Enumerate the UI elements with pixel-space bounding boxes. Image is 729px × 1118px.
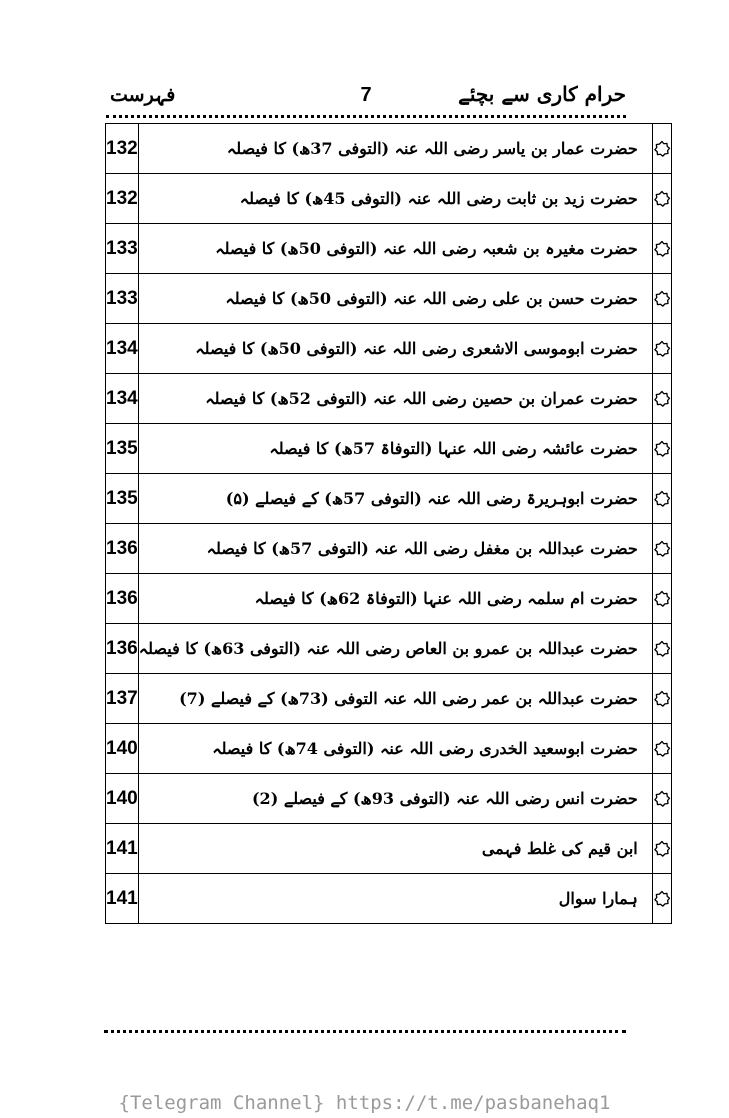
flower-bullet-icon — [652, 174, 671, 224]
toc-page-number: 134 — [106, 324, 139, 374]
toc-row[interactable] — [106, 524, 672, 574]
toc-page-number: 136 — [106, 524, 139, 574]
telegram-watermark: {Telegram Channel} https://t.me/pasbanehaq1 — [118, 1092, 611, 1114]
toc-row[interactable] — [106, 374, 672, 424]
toc-row[interactable] — [106, 574, 672, 624]
toc-page-number: 140 — [106, 724, 139, 774]
toc-page-number: 132 — [106, 174, 139, 224]
toc-entry-title: حضرت ام سلمہ رضی اللہ عنہا (التوفاۃ 62ھ) کا فیصلہ — [138, 574, 652, 624]
section-title: فہرست — [110, 84, 176, 106]
toc-page-number: 136 — [106, 574, 139, 624]
toc-row[interactable] — [106, 474, 672, 524]
toc-row[interactable] — [106, 774, 672, 824]
toc-entry-title: حضرت ابوسعید الخدری رضی اللہ عنہ (التوفی 74ھ) کا فیصلہ — [138, 724, 652, 774]
flower-bullet-icon — [652, 124, 671, 174]
toc-page-number: 141 — [106, 874, 139, 924]
toc-entry-title: حضرت مغیرہ بن شعبہ رضی اللہ عنہ (التوفی 50ھ) کا فیصلہ — [138, 224, 652, 274]
flower-bullet-icon — [652, 474, 671, 524]
toc-entry-title: حضرت حسن بن علی رضی اللہ عنہ (التوفی 50ھ) کا فیصلہ — [138, 274, 652, 324]
page-header — [106, 82, 626, 116]
flower-bullet-icon — [652, 824, 671, 874]
toc-page-number: 136 — [106, 624, 139, 674]
toc-page-number: 133 — [106, 274, 139, 324]
flower-bullet-icon — [652, 624, 671, 674]
book-title: حرام کاری سے بچئے — [458, 82, 626, 106]
toc-page-number: 140 — [106, 774, 139, 824]
toc-page-number: 135 — [106, 474, 139, 524]
header-divider — [106, 115, 626, 121]
toc-entry-title: ہمارا سوال — [138, 874, 652, 924]
toc-page-number: 133 — [106, 224, 139, 274]
toc-row[interactable] — [106, 174, 672, 224]
flower-bullet-icon — [652, 274, 671, 324]
toc-entry-title: حضرت عمران بن حصین رضی اللہ عنہ (التوفی 52ھ) کا فیصلہ — [138, 374, 652, 424]
toc-page-number: 137 — [106, 674, 139, 724]
flower-bullet-icon — [652, 324, 671, 374]
toc-entry-title: حضرت عبداللہ بن عمرو بن العاص رضی اللہ عنہ (التوفی 63ھ) کا فیصلہ — [138, 624, 652, 674]
flower-bullet-icon — [652, 524, 671, 574]
toc-entry-title: حضرت عمار بن یاسر رضی اللہ عنہ (التوفی 37ھ) کا فیصلہ — [138, 124, 652, 174]
toc-entry-title: حضرت زید بن ثابت رضی اللہ عنہ (التوفی 45ھ) کا فیصلہ — [138, 174, 652, 224]
footer-divider — [104, 1030, 626, 1036]
toc-row[interactable] — [106, 324, 672, 374]
toc-row[interactable] — [106, 624, 672, 674]
toc-page-number: 132 — [106, 124, 139, 174]
toc-entry-title: حضرت عبداللہ بن عمر رضی اللہ عنہ التوفی (73ھ) کے فیصلے (7) — [138, 674, 652, 724]
toc-entry-title: حضرت عائشہ رضی اللہ عنہا (التوفاۃ 57ھ) کا فیصلہ — [138, 424, 652, 474]
page-number: 7 — [360, 84, 372, 106]
flower-bullet-icon — [652, 674, 671, 724]
flower-bullet-icon — [652, 374, 671, 424]
flower-bullet-icon — [652, 724, 671, 774]
toc-page-number: 141 — [106, 824, 139, 874]
flower-bullet-icon — [652, 424, 671, 474]
toc-entry-title: حضرت ابوہریرۃ رضی اللہ عنہ (التوفی 57ھ) کے فیصلے (۵) — [138, 474, 652, 524]
flower-bullet-icon — [652, 874, 671, 924]
toc-page-number: 134 — [106, 374, 139, 424]
toc-row[interactable] — [106, 824, 672, 874]
toc-row[interactable] — [106, 224, 672, 274]
toc-table — [105, 123, 672, 924]
toc-entry-title: حضرت عبداللہ بن مغفل رضی اللہ عنہ (التوفی 57ھ) کا فیصلہ — [138, 524, 652, 574]
toc-entry-title: ابن قیم کی غلط فہمی — [138, 824, 652, 874]
toc-row[interactable] — [106, 274, 672, 324]
toc-row[interactable] — [106, 874, 672, 924]
flower-bullet-icon — [652, 774, 671, 824]
toc-page-number: 135 — [106, 424, 139, 474]
toc-row[interactable] — [106, 424, 672, 474]
toc-entry-title: حضرت ابوموسی الاشعری رضی اللہ عنہ (التوفی 50ھ) کا فیصلہ — [138, 324, 652, 374]
flower-bullet-icon — [652, 224, 671, 274]
flower-bullet-icon — [652, 574, 671, 624]
toc-row[interactable] — [106, 124, 672, 174]
toc-entry-title: حضرت انس رضی اللہ عنہ (التوفی 93ھ) کے فیصلے (2) — [138, 774, 652, 824]
toc-row[interactable] — [106, 674, 672, 724]
toc-row[interactable] — [106, 724, 672, 774]
